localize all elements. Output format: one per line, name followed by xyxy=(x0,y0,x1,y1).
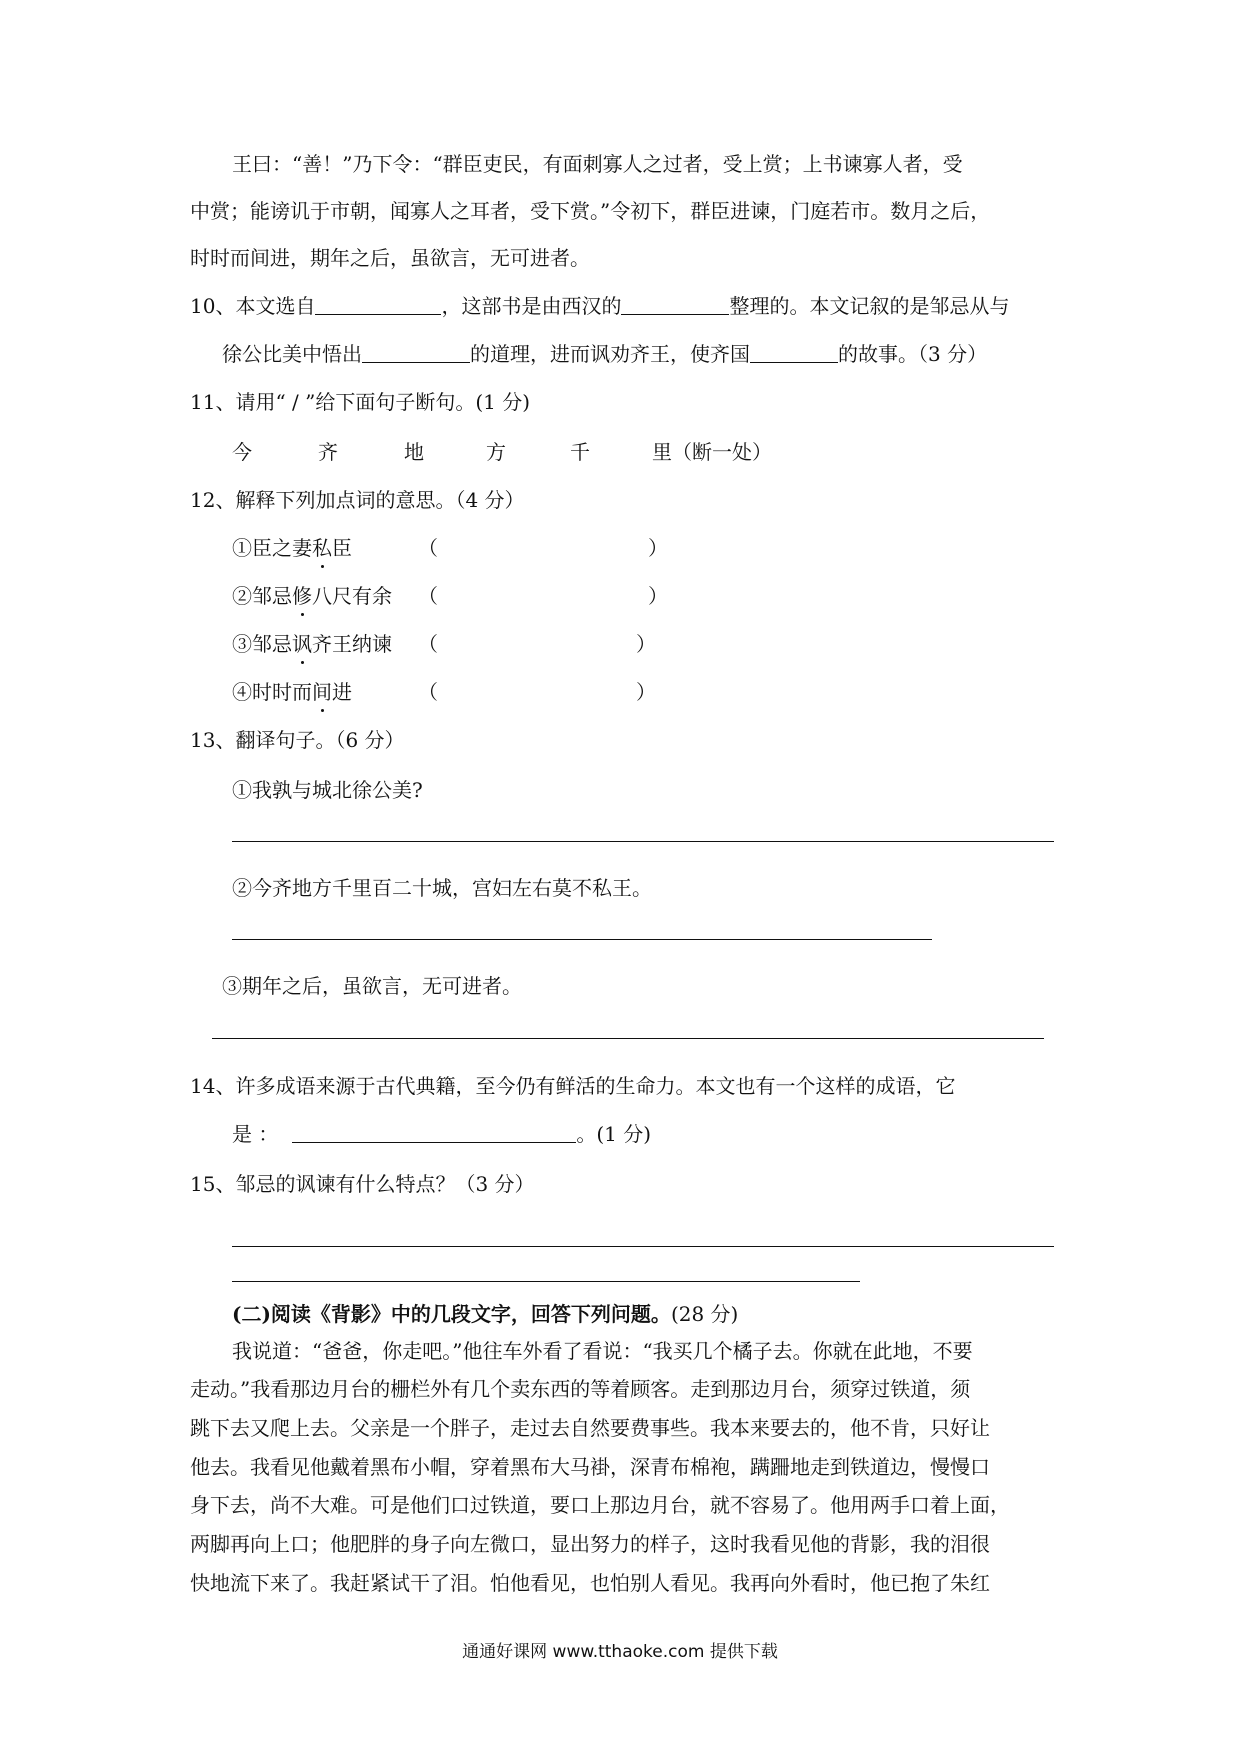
q12-item-1: ①臣之妻私臣 xyxy=(232,536,352,560)
answer-blank-compiler[interactable] xyxy=(621,294,729,315)
question-14: 14、许多成语来源于古代典籍，至今仍有鲜活的生命力。本文也有一个这样的成语，它 xyxy=(190,1074,956,1098)
q12-item-2-open: （ xyxy=(418,584,438,608)
q12-item-4-open: （ xyxy=(418,680,438,704)
question-14-line-2: 是 ： 。(1 分) xyxy=(232,1122,652,1146)
q11-char-6: 里（断一处） xyxy=(652,440,772,464)
dotted-char: 讽 xyxy=(292,632,312,656)
q13-sentence-1: ①我孰与城北徐公美? xyxy=(232,778,423,802)
passage-line-2: 中赏；能谤讥于市朝，闻寡人之耳者，受下赏。”令初下，群臣进谏，门庭若市。数月之后， xyxy=(190,199,991,223)
answer-line-13-3[interactable] xyxy=(212,1038,1044,1039)
answer-line-13-2[interactable] xyxy=(232,939,932,940)
q12-item-4: ④时时而间进 xyxy=(232,680,352,704)
reading-line-4: 他去。我看见他戴着黑布小帽，穿着黑布大马褂，深青布棉袍，蹒跚地走到铁道边，慢慢口 xyxy=(190,1455,990,1479)
answer-line-15-2[interactable] xyxy=(232,1281,860,1282)
q11-char-5: 千 xyxy=(570,440,590,464)
question-11: 11、请用“ / ”给下面句子断句。(1 分) xyxy=(190,390,531,414)
answer-blank-outcome[interactable] xyxy=(750,342,838,363)
answer-blank-principle[interactable] xyxy=(362,342,470,363)
answer-line-13-1[interactable] xyxy=(232,841,1054,842)
reading-line-6: 两脚再向上口；他肥胖的身子向左微口，显出努力的样子，这时我看见他的背影，我的泪很 xyxy=(190,1532,990,1556)
q12-item-1-close: ） xyxy=(648,536,668,560)
answer-line-15-1[interactable] xyxy=(232,1246,1054,1247)
q12-item-2-close: ） xyxy=(648,584,668,608)
section-2-heading: (二)阅读《背影》中的几段文字，回答下列问题。(28 分) xyxy=(232,1302,739,1326)
passage-line-1: 王曰：“善！”乃下令：“群臣吏民，有面刺寡人之过者，受上赏；上书谏寡人者，受 xyxy=(232,152,963,176)
q11-char-1: 今 xyxy=(232,440,252,464)
q11-char-3: 地 xyxy=(404,440,424,464)
q12-item-3: ③邹忌讽齐王纳谏 xyxy=(232,632,392,656)
dotted-char: 修 xyxy=(292,584,312,608)
reading-line-3: 跳下去又爬上去。父亲是一个胖子，走过去自然要费事些。我本来要去的，他不肯，只好让 xyxy=(190,1416,990,1440)
passage-line-3: 时时而间进，期年之后，虽欲言，无可进者。 xyxy=(190,246,590,270)
page-footer: 通通好课网 www.tthaoke.com 提供下载 xyxy=(462,1642,778,1662)
question-10-line-1: 10、本文选自 ，这部书是由西汉的 整理的。本文记叙的是邹忌从与 xyxy=(190,294,1010,318)
q13-sentence-2: ②今齐地方千里百二十城，宫妇左右莫不私王。 xyxy=(232,876,652,900)
q13-sentence-3: ③期年之后，虽欲言，无可进者。 xyxy=(222,974,522,998)
reading-line-7: 快地流下来了。我赶紧试干了泪。怕他看见，也怕别人看见。我再向外看时，他已抱了朱红 xyxy=(190,1571,990,1595)
q12-item-1-open: （ xyxy=(418,536,438,560)
reading-line-1: 我说道：“爸爸，你走吧。”他往车外看了看说：“我买几个橘子去。你就在此地，不要 xyxy=(232,1339,973,1363)
q12-item-2: ②邹忌修八尺有余 xyxy=(232,584,392,608)
reading-line-2: 走动。”我看那边月台的栅栏外有几个卖东西的等着顾客。走到那边月台，须穿过铁道，须 xyxy=(190,1377,971,1401)
dotted-char: 间 xyxy=(312,680,332,704)
q12-item-3-close: ） xyxy=(636,632,656,656)
q12-item-3-open: （ xyxy=(418,632,438,656)
question-15: 15、邹忌的讽谏有什么特点？（3 分） xyxy=(190,1172,535,1196)
q12-item-4-close: ） xyxy=(636,680,656,704)
question-13: 13、翻译句子。（6 分） xyxy=(190,728,405,752)
reading-line-5: 身下去，尚不大难。可是他们口过铁道，要口上那边月台，就不容易了。他用两手口着上面， xyxy=(190,1493,1010,1517)
question-12: 12、解释下列加点词的意思。（4 分） xyxy=(190,488,525,512)
q11-char-4: 方 xyxy=(486,440,506,464)
q11-char-2: 齐 xyxy=(318,440,338,464)
question-10-line-2: 徐公比美中悟出 的道理，进而讽劝齐王，使齐国 的故事。（3 分） xyxy=(222,342,988,366)
dotted-char: 私 xyxy=(312,536,332,560)
answer-blank-idiom[interactable] xyxy=(292,1122,576,1143)
answer-blank-book[interactable] xyxy=(315,294,441,315)
